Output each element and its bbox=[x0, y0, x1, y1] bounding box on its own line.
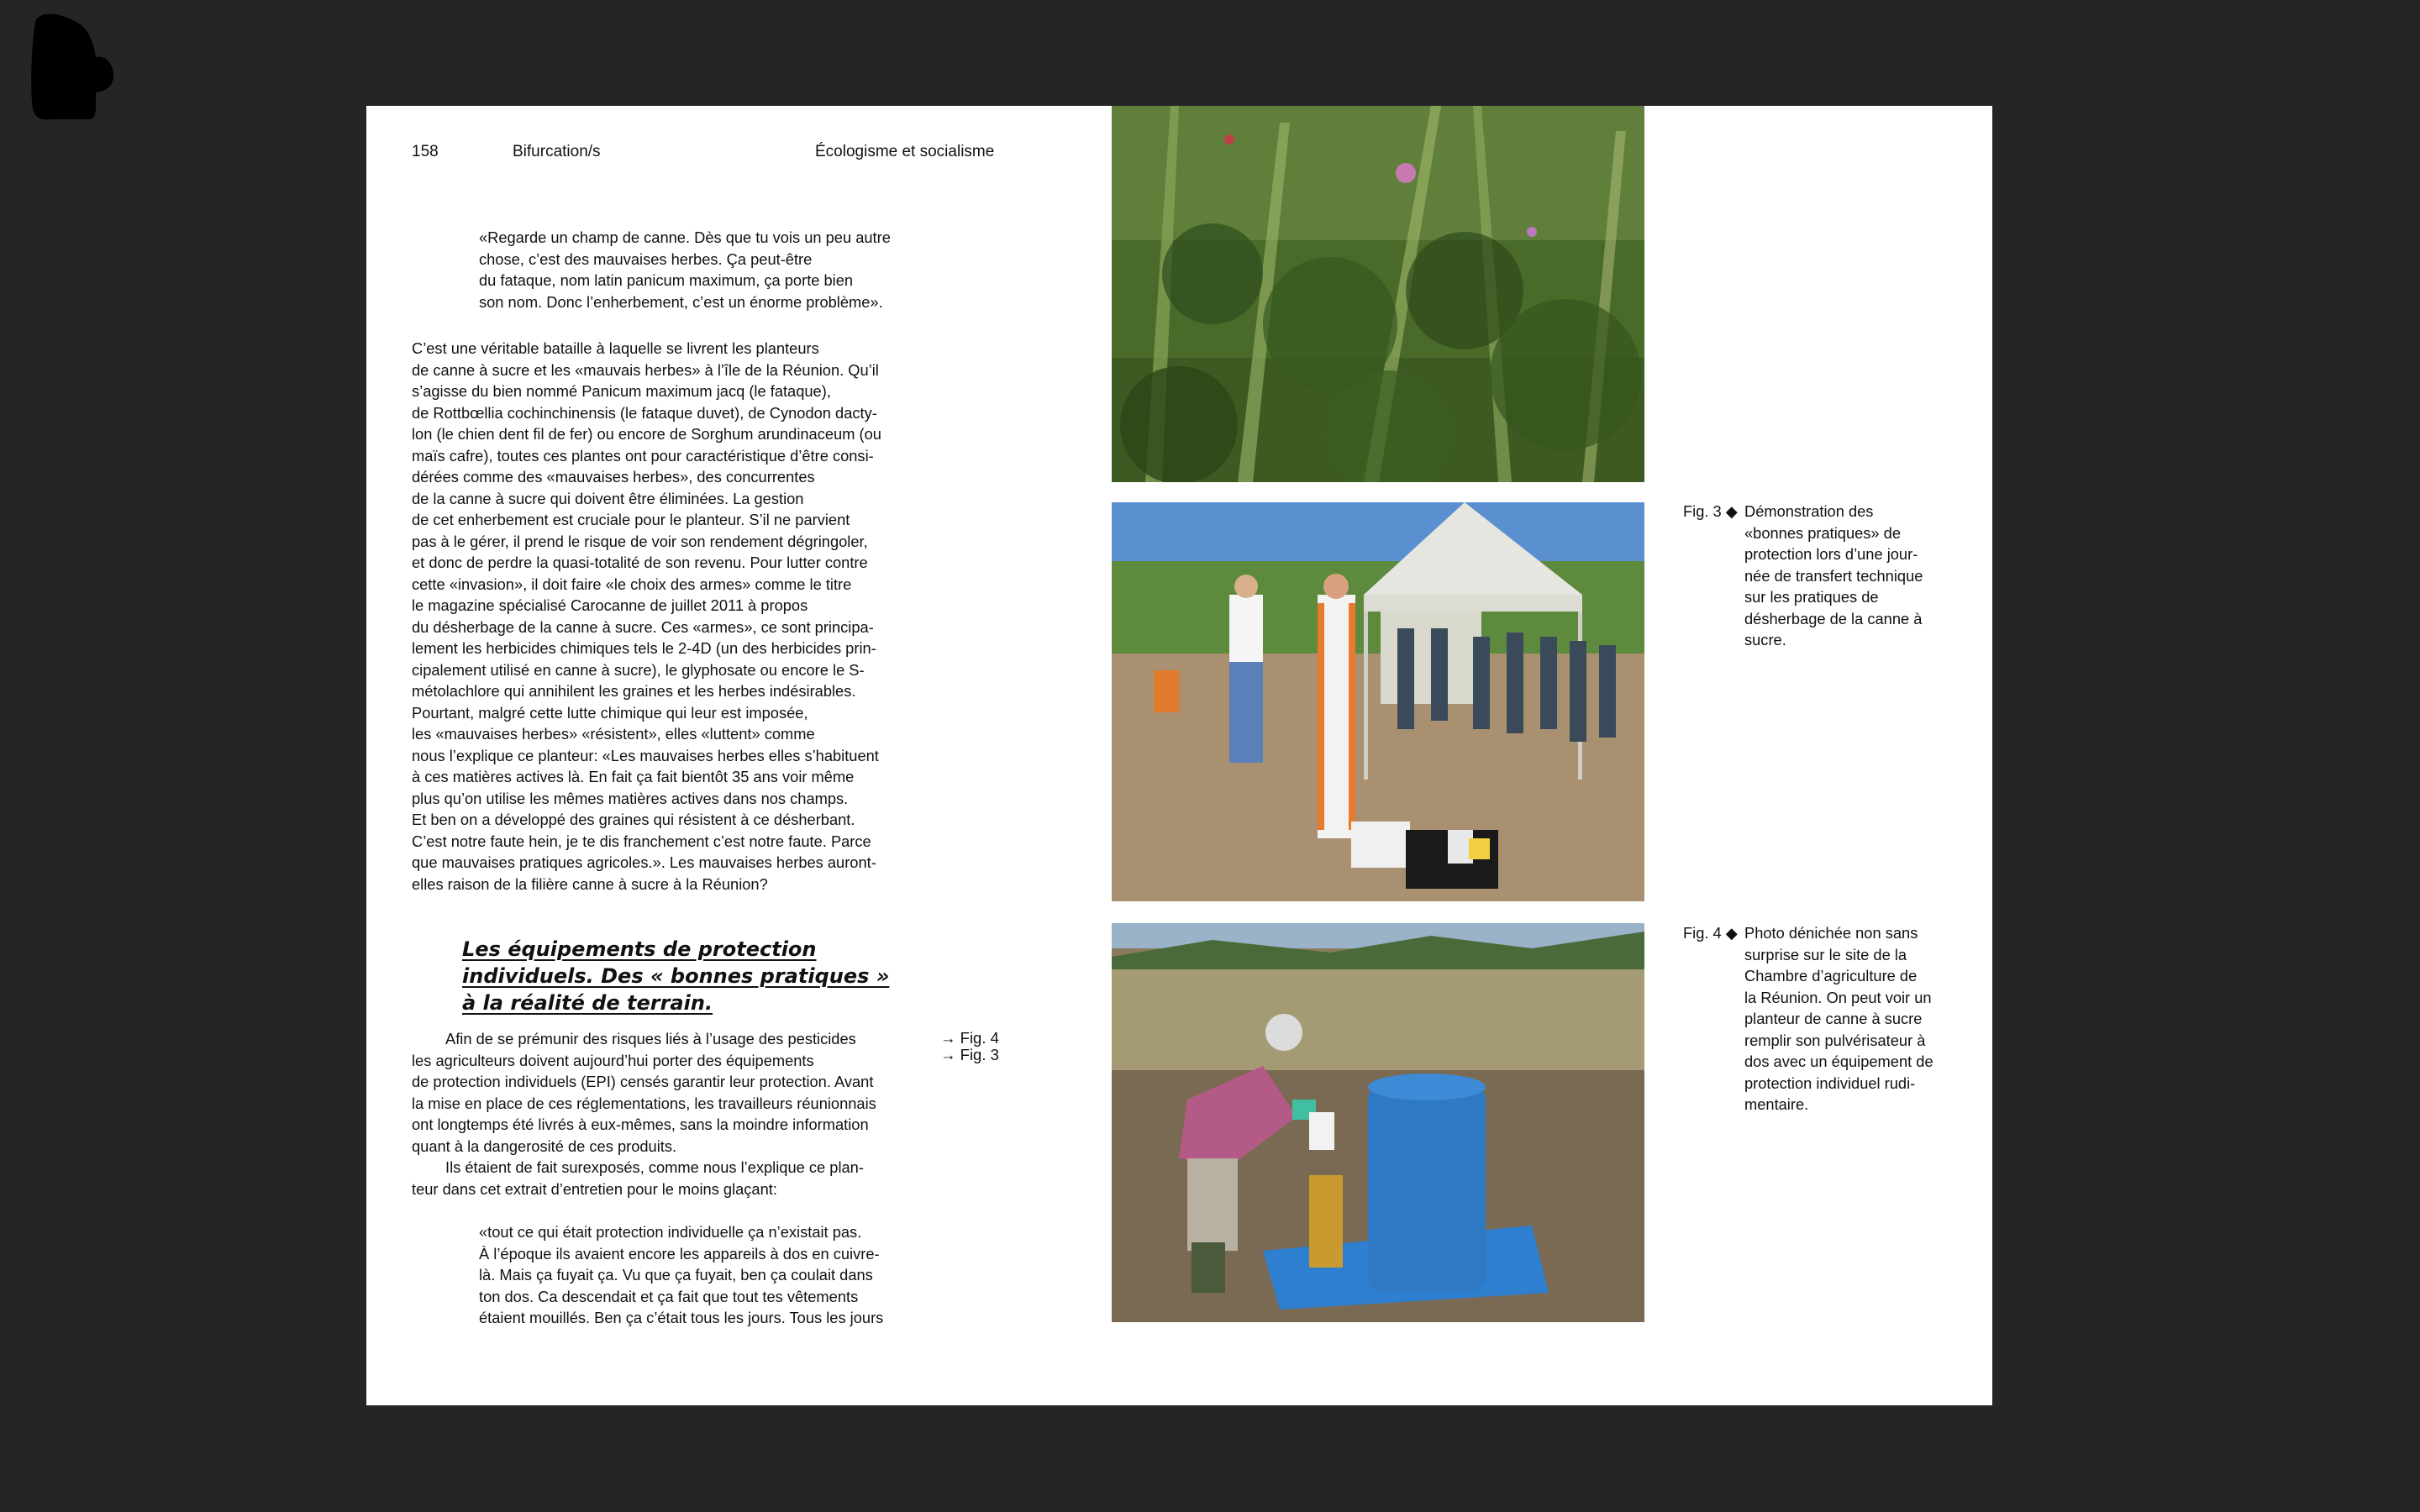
text-line: C’est notre faute hein, je te dis franchement c’est notre faute. Parce bbox=[412, 832, 871, 850]
text-line: planteur de canne à sucre bbox=[1744, 1010, 1923, 1027]
text-line: désherbage de la canne à bbox=[1744, 609, 1923, 627]
heading-line: à la réalité de terrain. bbox=[462, 991, 713, 1015]
text-line: teur dans cet extrait d’entretien pour le moins glaçant: bbox=[412, 1179, 777, 1198]
text-line: elles raison de la filière canne à sucre à la Réunion? bbox=[412, 874, 768, 893]
text-line: «bonnes pratiques» de bbox=[1744, 523, 1902, 542]
text-line: Démonstration des bbox=[1744, 502, 1874, 520]
text-line: remplir son pulvérisateur à bbox=[1744, 1031, 1926, 1049]
text-line: Afin de se prémunir des risques liés à l’usage des pesticides bbox=[445, 1030, 856, 1047]
text-line: Ils étaient de fait surexposés, comme nous l’explique ce plan- bbox=[445, 1158, 864, 1176]
text-line: sucre. bbox=[1744, 631, 1786, 648]
text-line: lon (le chien dent fil de fer) ou encore de Sorghum arundinaceum (ou bbox=[412, 425, 881, 443]
text-line: Et ben on a développé des graines qui résistent à ce désherbant. bbox=[412, 811, 855, 828]
text-line: son nom. Donc l’enherbement, c’est un énorme problème». bbox=[479, 292, 883, 311]
opening-quote bbox=[479, 227, 891, 312]
logo-icon bbox=[25, 10, 116, 121]
text-line: de la canne à sucre qui doivent être éliminées. La gestion bbox=[412, 489, 804, 507]
text-line: C’est une véritable bataille à laquelle se livrent les planteurs bbox=[412, 339, 819, 357]
text-line: le magazine spécialisé Carocanne de juillet 2011 à propos bbox=[412, 596, 808, 614]
photo-demonstration bbox=[1112, 502, 1644, 901]
text-line: les agriculteurs doivent aujourd’hui porter des équipements bbox=[412, 1051, 814, 1069]
text-line: quant à la dangerosité de ces produits. bbox=[412, 1137, 677, 1155]
text-line: la Réunion. On peut voir un bbox=[1744, 988, 1932, 1006]
text-line: À l’époque ils avaient encore les appareils à dos en cuivre- bbox=[479, 1244, 880, 1263]
text-line: surprise sur le site de la bbox=[1744, 945, 1907, 963]
figure-references bbox=[940, 1030, 999, 1063]
caption-text bbox=[1744, 922, 1933, 1116]
text-line: lement les herbicides chimiques tels le 2-4D (un des herbicides prin- bbox=[412, 639, 876, 657]
section-heading bbox=[462, 936, 889, 1016]
text-line: ont longtemps été livrés à eux-mêmes, sans la moindre information bbox=[412, 1116, 869, 1133]
figure-ref-3[interactable]: → Fig. 3 bbox=[940, 1046, 999, 1063]
text-line: à ces matières actives là. En fait ça fait bientôt 35 ans voir même bbox=[412, 768, 855, 785]
text-line: du désherbage de la canne à sucre. Ces «armes», ce sont principa- bbox=[412, 617, 874, 636]
body-paragraph-1 bbox=[412, 338, 881, 895]
text-line: «Regarde un champ de canne. Dès que tu vois un peu autre bbox=[479, 228, 891, 246]
text-line: plus qu’on utilise les mêmes matières actives dans nos champs. bbox=[412, 789, 849, 807]
text-line: cette «invasion», il doit faire «le choix des armes» comme le titre bbox=[412, 575, 852, 593]
text-line: de protection individuels (EPI) censés garantir leur protection. Avant bbox=[412, 1073, 874, 1090]
text-line: dos avec un équipement de bbox=[1744, 1053, 1933, 1070]
text-line: métolachlore qui annihilent les graines et les herbes indésirables. bbox=[412, 682, 856, 700]
text-line: la mise en place de ces réglementations, les travailleurs réunionnais bbox=[412, 1094, 876, 1112]
text-line: Pourtant, malgré cette lutte chimique qui leur est imposée, bbox=[412, 703, 808, 722]
text-line: et donc de perdre la quasi-totalité de son revenu. Pour lutter contre bbox=[412, 554, 868, 571]
text-line: sur les pratiques de bbox=[1744, 588, 1879, 606]
text-line: les «mauvaises herbes» «résistent», elles «luttent» comme bbox=[412, 725, 815, 743]
figure-ref-4[interactable]: → Fig. 4 bbox=[940, 1029, 999, 1047]
text-line: nous l’explique ce planteur: «Les mauvaises herbes elles s’habituent bbox=[412, 746, 879, 764]
text-line: née de transfert technique bbox=[1744, 566, 1923, 585]
photo-weeds bbox=[1112, 106, 1644, 482]
caption-label: Fig. 4 ◆ bbox=[1683, 924, 1738, 942]
text-line: mentaire. bbox=[1744, 1095, 1809, 1113]
text-line: que mauvaises pratiques agricoles.». Les mauvaises herbes auront- bbox=[412, 853, 876, 871]
page-number: 158 bbox=[412, 143, 439, 160]
text-line: là. Mais ça fuyait ça. Vu que ça fuyait, ben ça coulait dans bbox=[479, 1266, 873, 1284]
interview-quote bbox=[479, 1221, 883, 1329]
text-line: chose, c’est des mauvaises herbes. Ça peut-être bbox=[479, 249, 813, 268]
text-line: Chambre d’agriculture de bbox=[1744, 967, 1918, 984]
caption-text bbox=[1744, 501, 1923, 651]
photo-planter-barrel bbox=[1112, 923, 1644, 1322]
text-line: étaient mouillés. Ben ça c’était tous les jours. Tous les jours bbox=[479, 1309, 884, 1326]
text-line: de cet enherbement est cruciale pour le planteur. S’il ne parvient bbox=[412, 511, 850, 528]
text-line: «tout ce qui était protection individuelle ça n’existait pas. bbox=[479, 1223, 862, 1241]
text-line: dérées comme des «mauvaises herbes», des concurrentes bbox=[412, 468, 815, 486]
caption-label: Fig. 3 ◆ bbox=[1683, 502, 1738, 520]
body-paragraph-2 bbox=[412, 1028, 876, 1200]
text-line: protection lors d’une jour- bbox=[1744, 545, 1918, 563]
book-title: Bifurcation/s bbox=[513, 143, 601, 160]
book-spread bbox=[366, 106, 1992, 1405]
heading-line: individuels. Des « bonnes pratiques » bbox=[462, 964, 890, 988]
text-line: de canne à sucre et les «mauvais herbes» à l’île de la Réunion. Qu’il bbox=[412, 360, 879, 379]
text-line: du fataque, nom latin panicum maximum, ça porte bien bbox=[479, 271, 854, 289]
text-line: Photo dénichée non sans bbox=[1744, 924, 1918, 942]
text-line: pas à le gérer, il prend le risque de voir son rendement dégringoler, bbox=[412, 532, 868, 550]
text-line: cipalement utilisé en canne à sucre), le glyphosate ou encore le S- bbox=[412, 660, 865, 679]
text-line: s’agisse du bien nommé Panicum maximum jacq (le fataque), bbox=[412, 382, 831, 400]
text-line: ton dos. Ca descendait et ça fait que tout tes vêtements bbox=[479, 1287, 859, 1305]
heading-line: Les équipements de protection bbox=[462, 937, 817, 961]
chapter-title: Écologisme et socialisme bbox=[815, 143, 995, 160]
text-line: protection individuel rudi- bbox=[1744, 1074, 1916, 1092]
text-line: de Rottbœllia cochinchinensis (le fataque duvet), de Cynodon dacty- bbox=[412, 403, 877, 422]
text-line: maïs cafre), toutes ces plantes ont pour caractéristique d’être consi- bbox=[412, 446, 874, 465]
